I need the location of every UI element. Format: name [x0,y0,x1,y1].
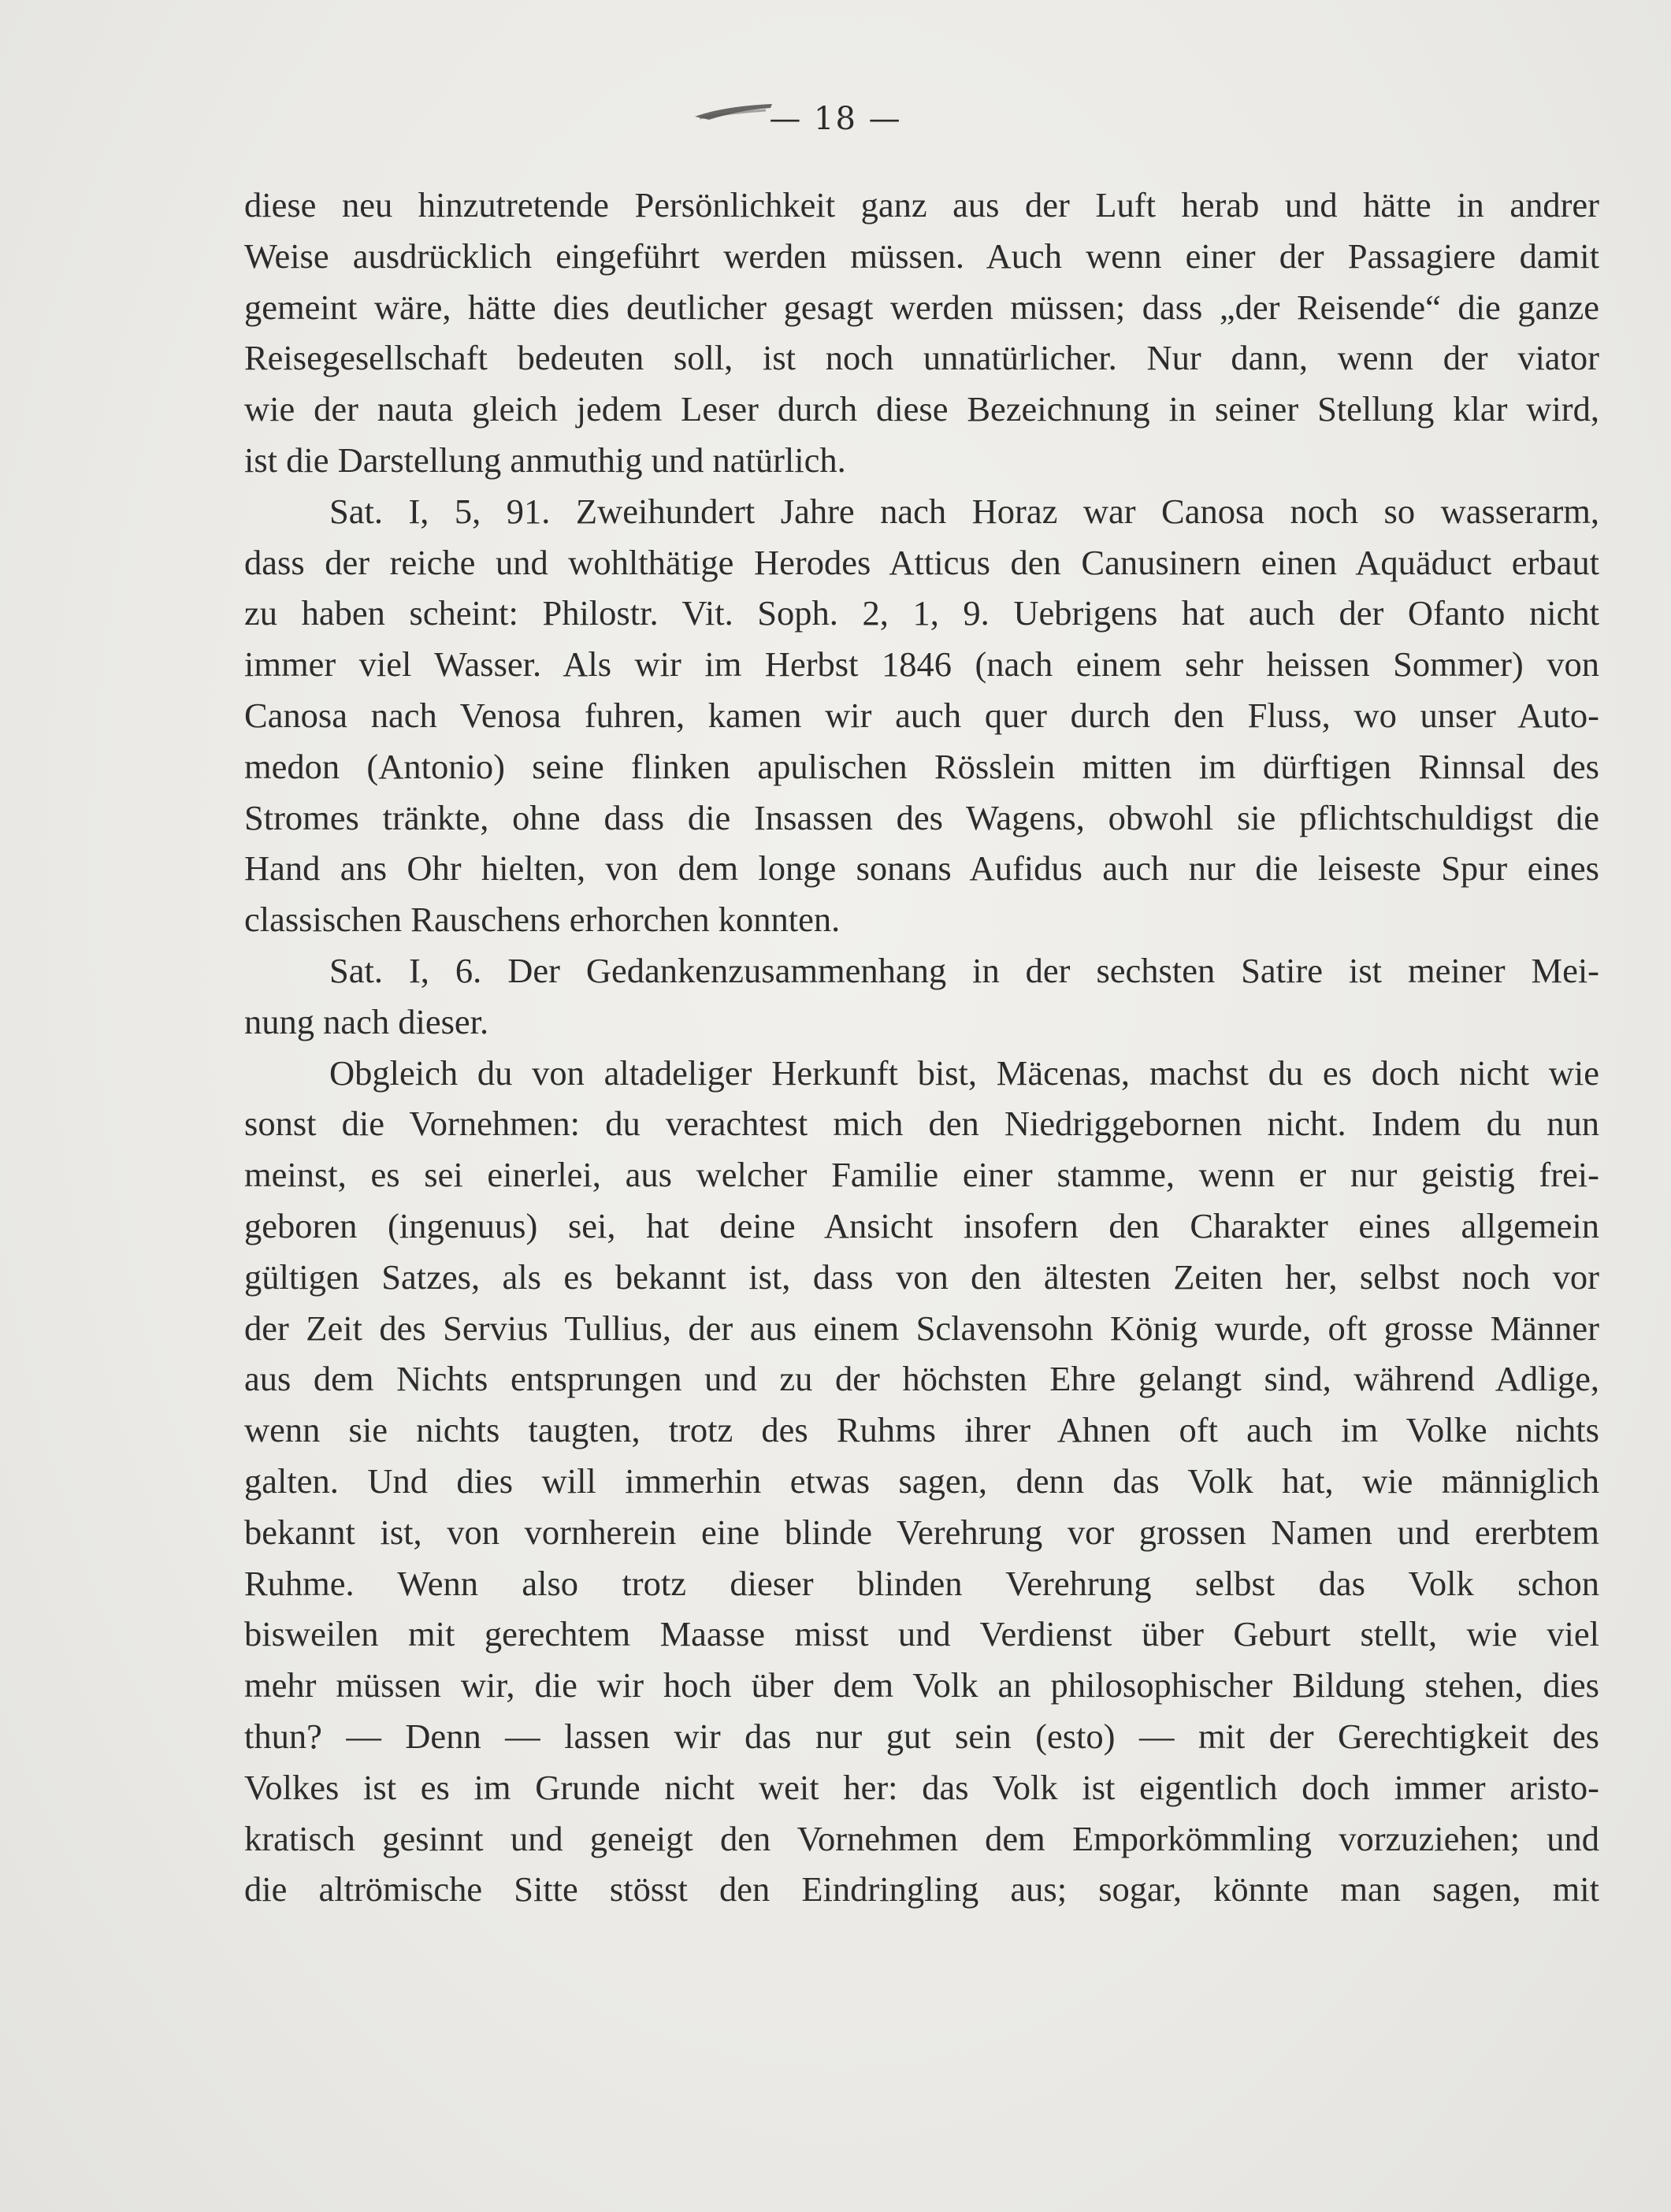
text-line: der Zeit des Servius Tullius, der aus einem Sclavensohn König wurde, oft grosse Männer [244,1308,1599,1348]
text-line: wie der nauta gleich jedem Leser durch diese Bezeichnung in seiner Stellung klar wird, [244,389,1599,429]
text-line: Hand ans Ohr hielten, von dem longe sonans Aufidus auch nur die leiseste Spur eines [244,848,1599,889]
paragraph-4 [244,1048,1599,1916]
text-line: mehr müssen wir, die wir hoch über dem Volk an philosophischer Bildung stehen, dies [244,1665,1599,1705]
text-line: classischen Rauschens erhorchen konnten. [244,900,841,940]
text-line: Ruhme. Wenn also trotz dieser blinden Verehrung selbst das Volk schon [244,1563,1599,1603]
text-line: Reisegesellschaft bedeuten soll, ist noch unnatürlicher. Nur dann, wenn der viator [244,338,1599,378]
text-line: bisweilen mit gerechtem Maasse misst und Verdienst über Geburt stellt, wie viel [244,1614,1599,1654]
text-line: ist die Darstellung anmuthig und natürlich. [244,440,846,480]
paragraph-3 [244,945,1599,1048]
text-line: bekannt ist, von vornherein eine blinde Verehrung vor grossen Namen und ererbtem [244,1512,1599,1552]
text-line: geboren (ingenuus) sei, hat deine Ansicht insofern den Charakter eines allgemein [244,1205,1599,1245]
text-line: zu haben scheint: Philostr. Vit. Soph. 2, 1, 9. Uebrigens hat auch der Ofanto nicht [244,593,1599,633]
text-line: Sat. I, 5, 91. Zweihundert Jahre nach Horaz war Canosa noch so wasserarm, [329,491,1599,531]
text-line: gemeint wäre, hätte dies deutlicher gesagt werden müssen; dass „der Reisende“ die ganze [244,287,1599,327]
text-line: aus dem Nichts entsprungen und zu der höchsten Ehre gelangt sind, während Adlige, [244,1359,1599,1399]
text-line: nung nach dieser. [244,1001,489,1041]
text-line: gültigen Satzes, als es bekannt ist, dass von den ältesten Zeiten her, selbst noch vor [244,1256,1599,1297]
text-line: thun? — Denn — lassen wir das nur gut sein (esto) — mit der Gerechtigkeit des [244,1716,1599,1756]
body-text [244,180,1599,1915]
text-line: medon (Antonio) seine flinken apulischen Rösslein mitten im dürftigen Rinnsal des [244,746,1599,786]
text-line: dass der reiche und wohlthätige Herodes Atticus den Canusinern einen Aquäduct erbaut [244,542,1599,582]
text-line: Stromes tränkte, ohne dass die Insassen des Wagens, obwohl sie pflichtschuldigst die [244,797,1599,837]
text-line: Canosa nach Venosa fuhren, kamen wir auch quer durch den Fluss, wo unser Auto- [244,695,1599,735]
text-line: Obgleich du von altadeliger Herkunft bist, Mäcenas, machst du es doch nicht wie [329,1052,1599,1093]
text-line: Sat. I, 6. Der Gedankenzusammenhang in der sechsten Satire ist meiner Mei- [329,950,1599,990]
page-number: — 18 — [769,101,902,137]
text-line: Volkes ist es im Grunde nicht weit her: das Volk ist eigentlich doch immer aristo- [244,1767,1599,1807]
paragraph-1 [244,180,1599,486]
text-line: immer viel Wasser. Als wir im Herbst 1846 (nach einem sehr heissen Sommer) von [244,644,1599,685]
text-line: sonst die Vornehmen: du verachtest mich den Niedriggebornen nicht. Indem du nun [244,1104,1599,1144]
text-line: wenn sie nichts taugten, trotz des Ruhms ihrer Ahnen oft auch im Volke nichts [244,1410,1599,1450]
text-line: Weise ausdrücklich eingeführt werden müssen. Auch wenn einer der Passagiere damit [244,236,1599,276]
text-line: die altrömische Sitte stösst den Eindringling aus; sogar, könnte man sagen, mit [244,1869,1599,1910]
text-line: galten. Und dies will immerhin etwas sagen, denn das Volk hat, wie männiglich [244,1460,1599,1501]
text-line: kratisch gesinnt und geneigt den Vornehmen dem Emporkömmling vorzuziehen; und [244,1818,1599,1858]
paragraph-2 [244,486,1599,945]
text-line: meinst, es sei einerlei, aus welcher Familie einer stamme, wenn er nur geistig frei- [244,1155,1599,1195]
text-line: diese neu hinzutretende Persönlichkeit ganz aus der Luft herab und hätte in andrer [244,185,1599,225]
